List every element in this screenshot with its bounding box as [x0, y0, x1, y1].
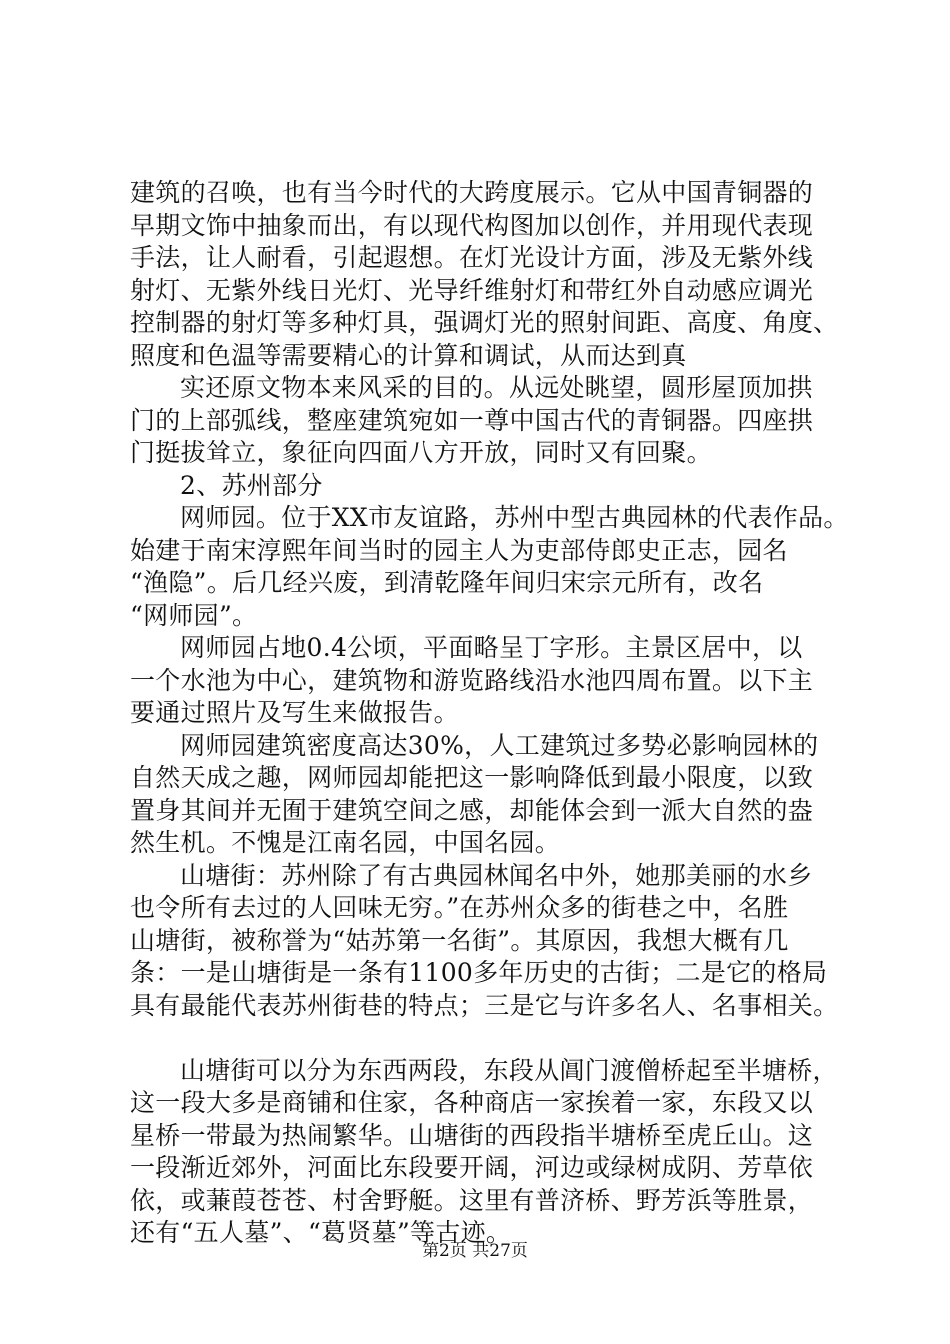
text-line: 要通过照片及写生来做报告。 — [130, 698, 459, 727]
text-line: 依，或蒹葭苍苍、村舍野艇。这里有普济桥、野芳浜等胜景， — [130, 1185, 814, 1215]
text-line: 网师园。位于XX市友谊路，苏州中型古典园林的代表作品。 — [180, 503, 849, 532]
text-line: 然生机。不愧是江南名园，中国名园。 — [130, 828, 561, 857]
text-line: 一段渐近郊外，河面比东段要开阔，河边或绿树成阴、芳草依 — [130, 1153, 814, 1182]
page-number-label: 第2页 共27页 — [422, 1241, 528, 1261]
text-line: 实还原文物本来风采的目的。从远处眺望，圆形屋顶加拱 — [180, 373, 813, 402]
text-line: 星桥一带最为热闹繁华。山塘街的西段指半塘桥至虎丘山。这 — [130, 1120, 814, 1150]
text-line: 山塘街：苏州除了有古典园林闻名中外，她那美丽的水乡 — [180, 860, 813, 890]
text-line: 还有“五人墓”、“葛贤墓”等古迹。 — [130, 1218, 512, 1247]
text-line: 早期文饰中抽象而出，有以现代构图加以创作，并用现代表现 — [130, 210, 814, 240]
text-line: 网师园建筑密度高达30%，人工建筑过多势必影响园林的 — [180, 730, 819, 760]
text-line: 门的上部弧线，整座建筑宛如一尊中国古代的青铜器。四座拱 — [130, 405, 814, 435]
text-line: 山塘街，被称誉为“姑苏第一名街”。其原因，我想大概有几 — [130, 925, 789, 955]
text-line: 也令所有去过的人回味无穷。”在苏州众多的街巷之中，名胜 — [130, 893, 789, 922]
text-line: 控制器的射灯等多种灯具，强调灯光的照射间距、高度、角度、 — [130, 308, 839, 337]
text-line: 建筑的召唤，也有当今时代的大跨度展示。它从中国青铜器的 — [130, 178, 814, 207]
text-line: 射灯、无紫外线日光灯、光导纤维射灯和带红外自动感应调光 — [130, 275, 814, 305]
text-line: 具有最能代表苏州街巷的特点；三是它与许多名人、名事相关。 — [130, 990, 839, 1020]
text-line: “网师园”。 — [130, 600, 258, 630]
text-line: 一个水池为中心，建筑物和游览路线沿水池四周布置。以下主 — [130, 665, 814, 695]
text-line: 网师园占地0.4公顷，平面略呈丁字形。主景区居中，以 — [180, 633, 803, 662]
text-line: 山塘街可以分为东西两段，东段从阊门渡僧桥起至半塘桥， — [180, 1055, 838, 1085]
text-line: 条：一是山塘街是一条有1100多年历史的古街；二是它的格局 — [130, 958, 828, 987]
text-line: “渔隐”。后几经兴废，到清乾隆年间归宋宗元所有，改名 — [130, 568, 764, 597]
text-line: 置身其间并无囿于建筑空间之感，却能体会到一派大自然的盎 — [130, 795, 814, 825]
text-line: 照度和色温等需要精心的计算和调试，从而达到真 — [130, 340, 687, 370]
paragraph-gap — [130, 1022, 860, 1055]
text-line: 手法，让人耐看，引起遐想。在灯光设计方面，涉及无紫外线 — [130, 243, 814, 272]
text-line: 门挺拔耸立，象征向四面八方开放，同时又有回聚。 — [130, 438, 712, 467]
section-heading: 2、苏州部分 — [180, 470, 323, 500]
page-footer — [0, 1239, 950, 1263]
text-line: 始建于南宋淳熙年间当时的园主人为吏部侍郎史正志，园名 — [130, 535, 788, 565]
document-body — [130, 177, 860, 1250]
text-line: 自然天成之趣，网师园却能把这一影响降低到最小限度，以致 — [130, 763, 814, 792]
text-line: 这一段大多是商铺和住家，各种商店一家挨着一家，东段又以 — [130, 1088, 814, 1117]
